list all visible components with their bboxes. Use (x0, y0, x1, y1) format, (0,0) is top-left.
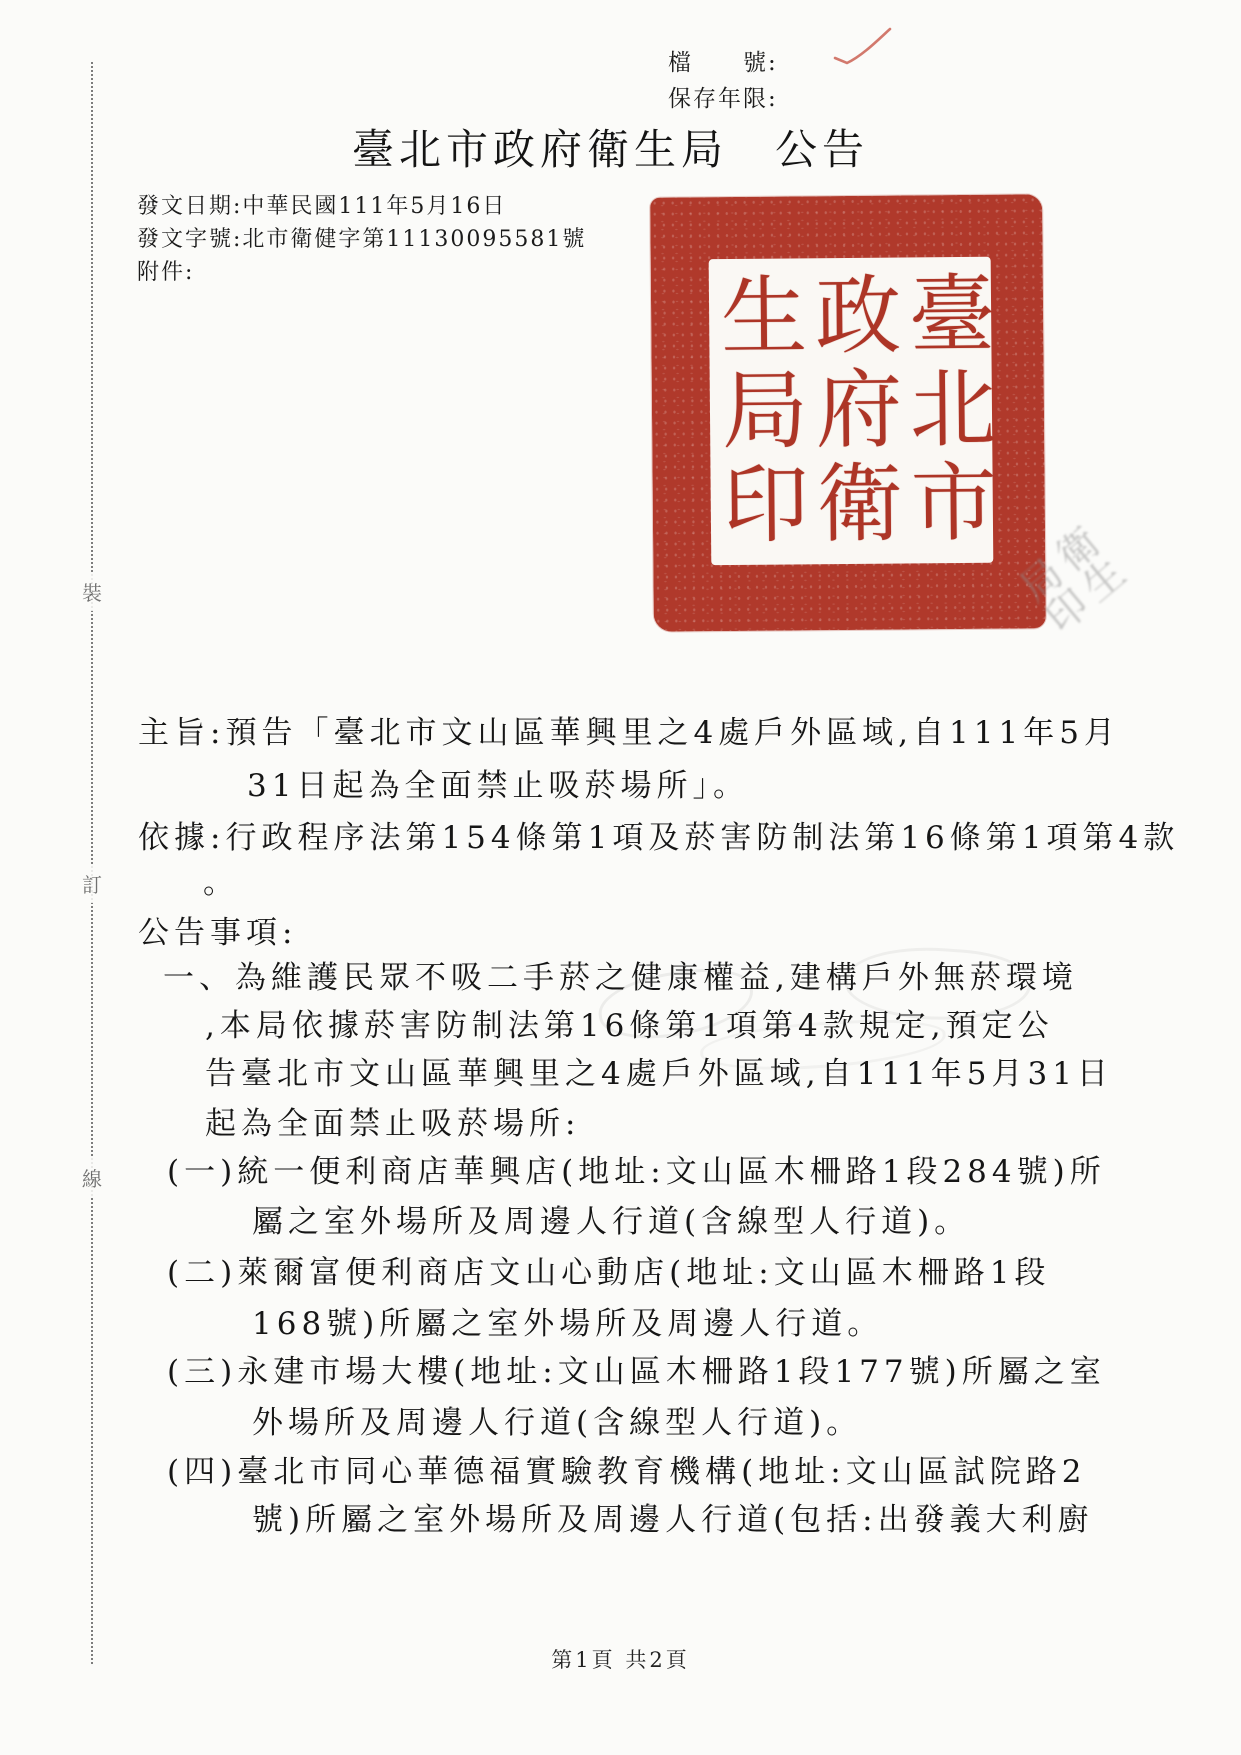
binding-mark-ding: 訂 (79, 864, 105, 903)
attachment-label: 附件: (137, 260, 195, 285)
item1-line-4: 起為全面禁止吸菸場所: (205, 1106, 581, 1142)
retention-period-label: 保存年限: (668, 86, 778, 112)
official-seal (650, 194, 1046, 631)
document-title: 臺北市政府衛生局 公告 (352, 125, 870, 174)
item1-line-1: 一、為維護民眾不吸二手菸之健康權益,建構戶外無菸環境 (163, 960, 1078, 996)
official-seal-inner (705, 257, 997, 565)
subitem2-line-2: 168號)所屬之室外場所及周邊人行道。 (252, 1306, 884, 1342)
subitem1-line-1: (一)統一便利商店華興店(地址:文山區木柵路1段284號)所 (167, 1154, 1106, 1190)
item1-line-2: ,本局依據菸害防制法第16條第1項第4款規定,預定公 (205, 1008, 1054, 1044)
subject-line-1: 主旨:預告「臺北市文山區華興里之4處戶外區域,自111年5月 (138, 715, 1120, 751)
subject-line-2: 31日起為全面禁止吸菸場所」。 (247, 768, 749, 804)
announcement-items-heading: 公告事項: (138, 915, 298, 951)
item1-line-3: 告臺北市文山區華興里之4處戶外區域,自111年5月31日 (205, 1056, 1113, 1092)
bleedthrough-seal: 衛生 局印 (1007, 520, 1131, 643)
subitem1-line-2: 屬之室外場所及周邊人行道(含線型人行道)。 (252, 1204, 971, 1240)
archive-number-label: 檔 號: (668, 50, 778, 76)
subitem4-line-2: 號)所屬之室外場所及周邊人行道(包括:出發義大利廚 (252, 1502, 1094, 1538)
red-checkmark-icon (832, 26, 894, 72)
page-number: 第1頁 共2頁 (551, 1648, 690, 1672)
binding-dotted-line (91, 62, 93, 1664)
official-seal-text: 臺北市 政府衛 生局印 (705, 268, 997, 554)
legal-basis-line-1: 依據:行政程序法第154條第1項及菸害防制法第16條第1項第4款 (138, 820, 1180, 856)
issue-date-line: 發文日期:中華民國111年5月16日 (137, 194, 507, 219)
subitem3-line-2: 外場所及周邊人行道(含線型人行道)。 (252, 1405, 863, 1441)
subitem3-line-1: (三)永建市場大樓(地址:文山區木柵路1段177號)所屬之室 (167, 1354, 1106, 1390)
subitem2-line-1: (二)萊爾富便利商店文山心動店(地址:文山區木柵路1段 (167, 1255, 1051, 1291)
subitem4-line-1: (四)臺北市同心華德福實驗教育機構(地址:文山區試院路2 (167, 1454, 1087, 1490)
binding-mark-zhuang: 裝 (79, 572, 105, 611)
binding-mark-xian: 線 (79, 1158, 105, 1197)
legal-basis-line-2: 。 (203, 865, 239, 901)
doc-number-line: 發文字號:北市衛健字第11130095581號 (137, 227, 587, 252)
